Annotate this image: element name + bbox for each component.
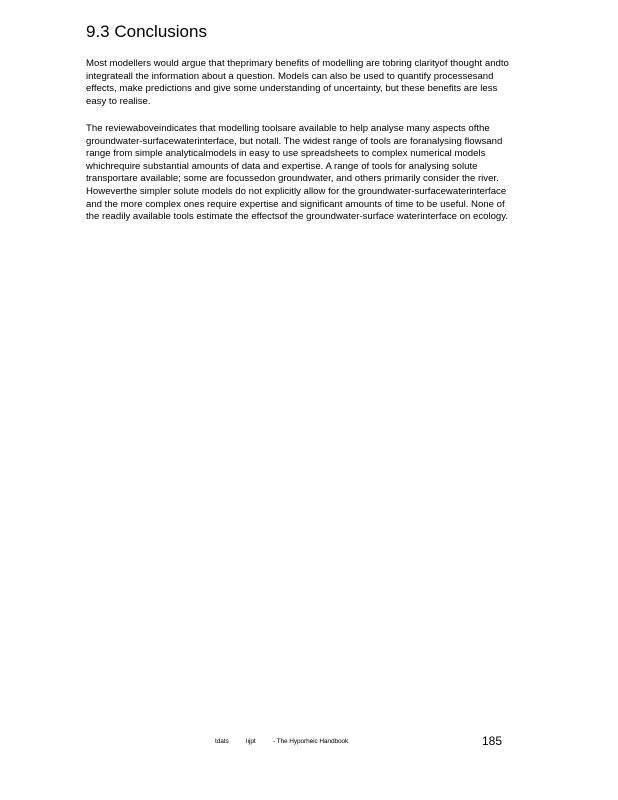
paragraph-modelling-benefits: Most modellers would argue that theprimary benefits of modelling are tobring clarityof thought andto integrateall the information about a question. Models can also be used to quantify processesand effects, make predictions and give some understanding of uncertainty, but these benefits are less easy to realise. <box>86 58 509 107</box>
footer-middle-text: lıjpt <box>246 738 256 745</box>
paragraph-tools-review: The reviewaboveindicates that modelling toolsare available to help analyse many aspects ofthe groundwater-surfacewaterinterface, but notall. The widest range of tools are foranalysing flowsand range from simple analyticalmodels in easy to use spreadsheets to complex numerical models whichrequire substantial amounts of data and expertise. A range of tools for analysing solute transportare available; some are focussedon groundwater, and others primarily consider the river. Howeverthe simpler solute models do not explicitly allow for the groundwater-surfacewaterinterface and the more complex ones require expertise and significant amounts of time to be useful. None of the readily available tools estimate the effectsof the groundwater-surface waterinterface on ecology. <box>86 123 509 223</box>
section-heading: 9.3 Conclusions <box>86 22 207 41</box>
footer-title: - The Hyporheic Handbook <box>273 738 349 745</box>
footer-left-text: tdats <box>215 738 229 745</box>
page-number: 185 <box>482 734 503 748</box>
page-footer <box>0 734 618 748</box>
